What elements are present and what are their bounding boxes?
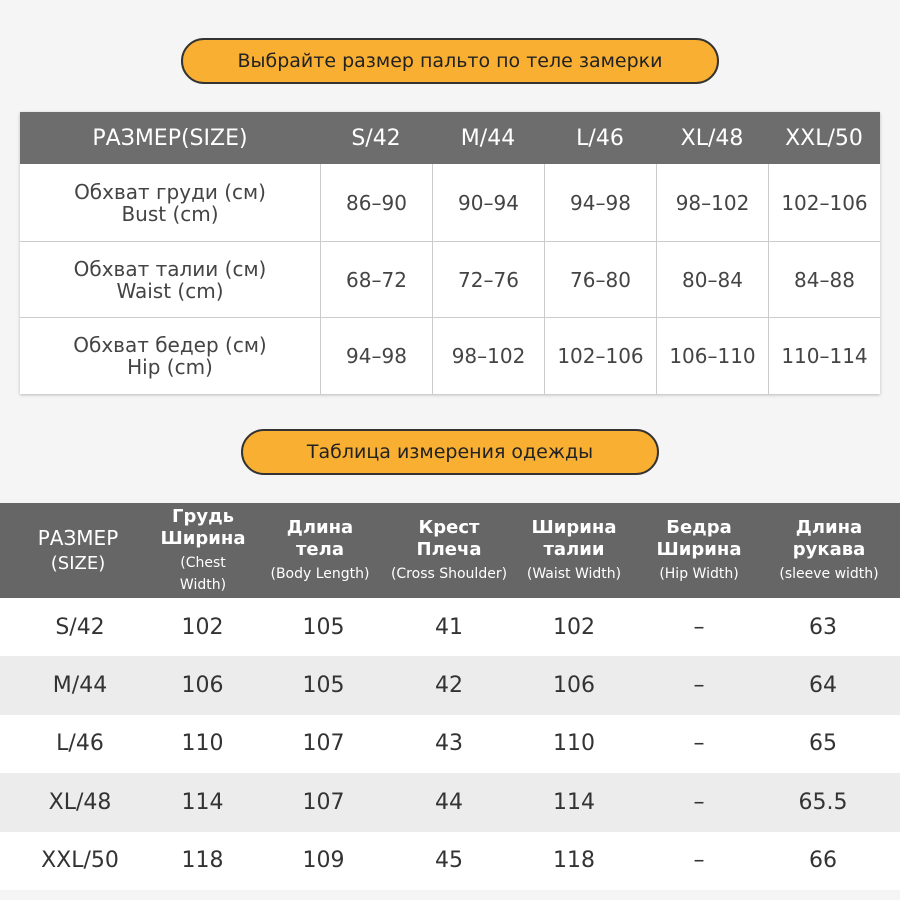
- table-cell: 106: [553, 673, 595, 699]
- table-cell: 76–80: [544, 242, 656, 317]
- row-label-ru: Обхват талии (см): [73, 256, 267, 281]
- table-cell: 110: [553, 731, 595, 757]
- header-line: талии: [543, 538, 605, 560]
- table-cell: –: [693, 614, 705, 640]
- table-cell: 65: [809, 731, 837, 757]
- row-label-en: Waist (cm): [116, 278, 224, 303]
- sleeve-length-header: [758, 503, 900, 598]
- table-cell: 42: [435, 673, 463, 699]
- header-en: (Cross Shoulder): [390, 565, 508, 582]
- table-cell: 64: [809, 673, 837, 699]
- row-label: [20, 164, 320, 241]
- header-line: Ширина: [656, 538, 742, 560]
- row-label-ru: Обхват груди (см): [74, 179, 266, 204]
- header-line: Грудь: [171, 505, 234, 527]
- table-row: [0, 598, 900, 656]
- chest-width-header: [156, 503, 250, 598]
- waist-width-header: [508, 503, 640, 598]
- table-cell: 84–88: [768, 242, 880, 317]
- table-cell: 102–106: [768, 164, 880, 241]
- table-cell: –: [693, 789, 705, 815]
- size-column-header: XL/48: [680, 125, 744, 151]
- row-label-en: Bust (cm): [121, 201, 219, 226]
- table-cell: 94–98: [544, 164, 656, 241]
- header-line: Крест: [418, 516, 480, 538]
- hip-row: [20, 317, 880, 394]
- table-cell: 107: [302, 789, 345, 815]
- table-cell: 109: [302, 848, 345, 874]
- table-cell: 90–94: [432, 164, 544, 241]
- size-cell: M/44: [52, 673, 108, 699]
- cross-shoulder-header: [390, 503, 508, 598]
- header-line: Длина: [286, 516, 354, 538]
- table-cell: 68–72: [320, 242, 432, 317]
- table-cell: 94–98: [320, 318, 432, 394]
- table-row: [0, 832, 900, 890]
- table-cell: 105: [302, 673, 345, 699]
- header-en: (sleeve width): [779, 565, 879, 582]
- table-cell: 80–84: [656, 242, 768, 317]
- garment-measurement-banner: [241, 429, 659, 475]
- table-cell: 43: [435, 731, 463, 757]
- table-cell: 102: [181, 614, 224, 640]
- table-cell: 72–76: [432, 242, 544, 317]
- table-cell: 98–102: [656, 164, 768, 241]
- table-cell: –: [693, 673, 705, 699]
- table-cell: 65.5: [798, 789, 848, 815]
- table-cell: 44: [435, 789, 463, 815]
- size-cell: S/42: [55, 614, 105, 640]
- table-cell: 106: [181, 673, 224, 699]
- table-cell: –: [693, 848, 705, 874]
- table-row: [0, 656, 900, 714]
- row-label: [20, 318, 320, 394]
- table-cell: 107: [302, 731, 345, 757]
- size-header-ru: РАЗМЕР: [37, 525, 119, 550]
- garment-table-header: [0, 503, 900, 598]
- table-cell: 66: [809, 848, 837, 874]
- size-cell: XXL/50: [41, 848, 119, 874]
- table-row: [0, 773, 900, 831]
- row-label: [20, 242, 320, 317]
- bust-row: [20, 164, 880, 241]
- table-cell: 110: [181, 731, 224, 757]
- header-line: Бедра: [666, 516, 732, 538]
- row-label-en: Hip (cm): [127, 355, 213, 379]
- table-cell: 63: [809, 614, 837, 640]
- header-en: (Waist Width): [526, 565, 622, 582]
- garment-measurement-table: [0, 503, 900, 890]
- table-cell: 110–114: [768, 318, 880, 394]
- table-row: [0, 715, 900, 773]
- size-column-header: L/46: [576, 125, 624, 151]
- header-line: Ширина: [160, 527, 246, 549]
- size-column-header: [0, 503, 156, 598]
- size-column-header: M/44: [460, 125, 516, 151]
- body-size-banner: [181, 38, 719, 84]
- table-cell: –: [693, 731, 705, 757]
- body-table-size-label: РАЗМЕР(SIZE): [92, 125, 248, 151]
- body-size-banner-text: Выбрайте размер пальто по теле замерки: [237, 50, 663, 72]
- row-label-ru: Обхват бедер (см): [73, 333, 267, 357]
- body-table-header: [20, 112, 880, 164]
- body-length-header: [250, 503, 390, 598]
- table-cell: 102–106: [544, 318, 656, 394]
- size-column-header: XXL/50: [785, 125, 863, 151]
- waist-row: [20, 241, 880, 317]
- hip-width-header: [640, 503, 758, 598]
- garment-banner-text: Таблица измерения одежды: [306, 441, 594, 463]
- table-cell: 105: [302, 614, 345, 640]
- header-line: тела: [296, 538, 344, 560]
- size-cell: L/46: [56, 731, 104, 757]
- table-cell: 118: [181, 848, 224, 874]
- header-line: Длина: [795, 516, 863, 538]
- table-cell: 45: [435, 848, 463, 874]
- table-cell: 98–102: [432, 318, 544, 394]
- size-column-header: S/42: [351, 125, 401, 151]
- header-en: (Hip Width): [659, 565, 739, 582]
- header-line: Плеча: [416, 538, 482, 560]
- table-cell: 114: [181, 789, 224, 815]
- header-line: Ширина: [531, 516, 617, 538]
- body-measurement-table: [20, 112, 880, 394]
- size-cell: XL/48: [48, 789, 112, 815]
- size-header-en: (SIZE): [50, 552, 106, 574]
- table-cell: 114: [553, 789, 595, 815]
- header-en: (Body Length): [270, 565, 370, 582]
- table-cell: 102: [553, 614, 595, 640]
- table-cell: 41: [435, 614, 463, 640]
- header-line: рукава: [792, 538, 866, 560]
- table-cell: 106–110: [656, 318, 768, 394]
- header-en: (Chest Width): [179, 554, 227, 593]
- table-cell: 86–90: [320, 164, 432, 241]
- table-cell: 118: [553, 848, 595, 874]
